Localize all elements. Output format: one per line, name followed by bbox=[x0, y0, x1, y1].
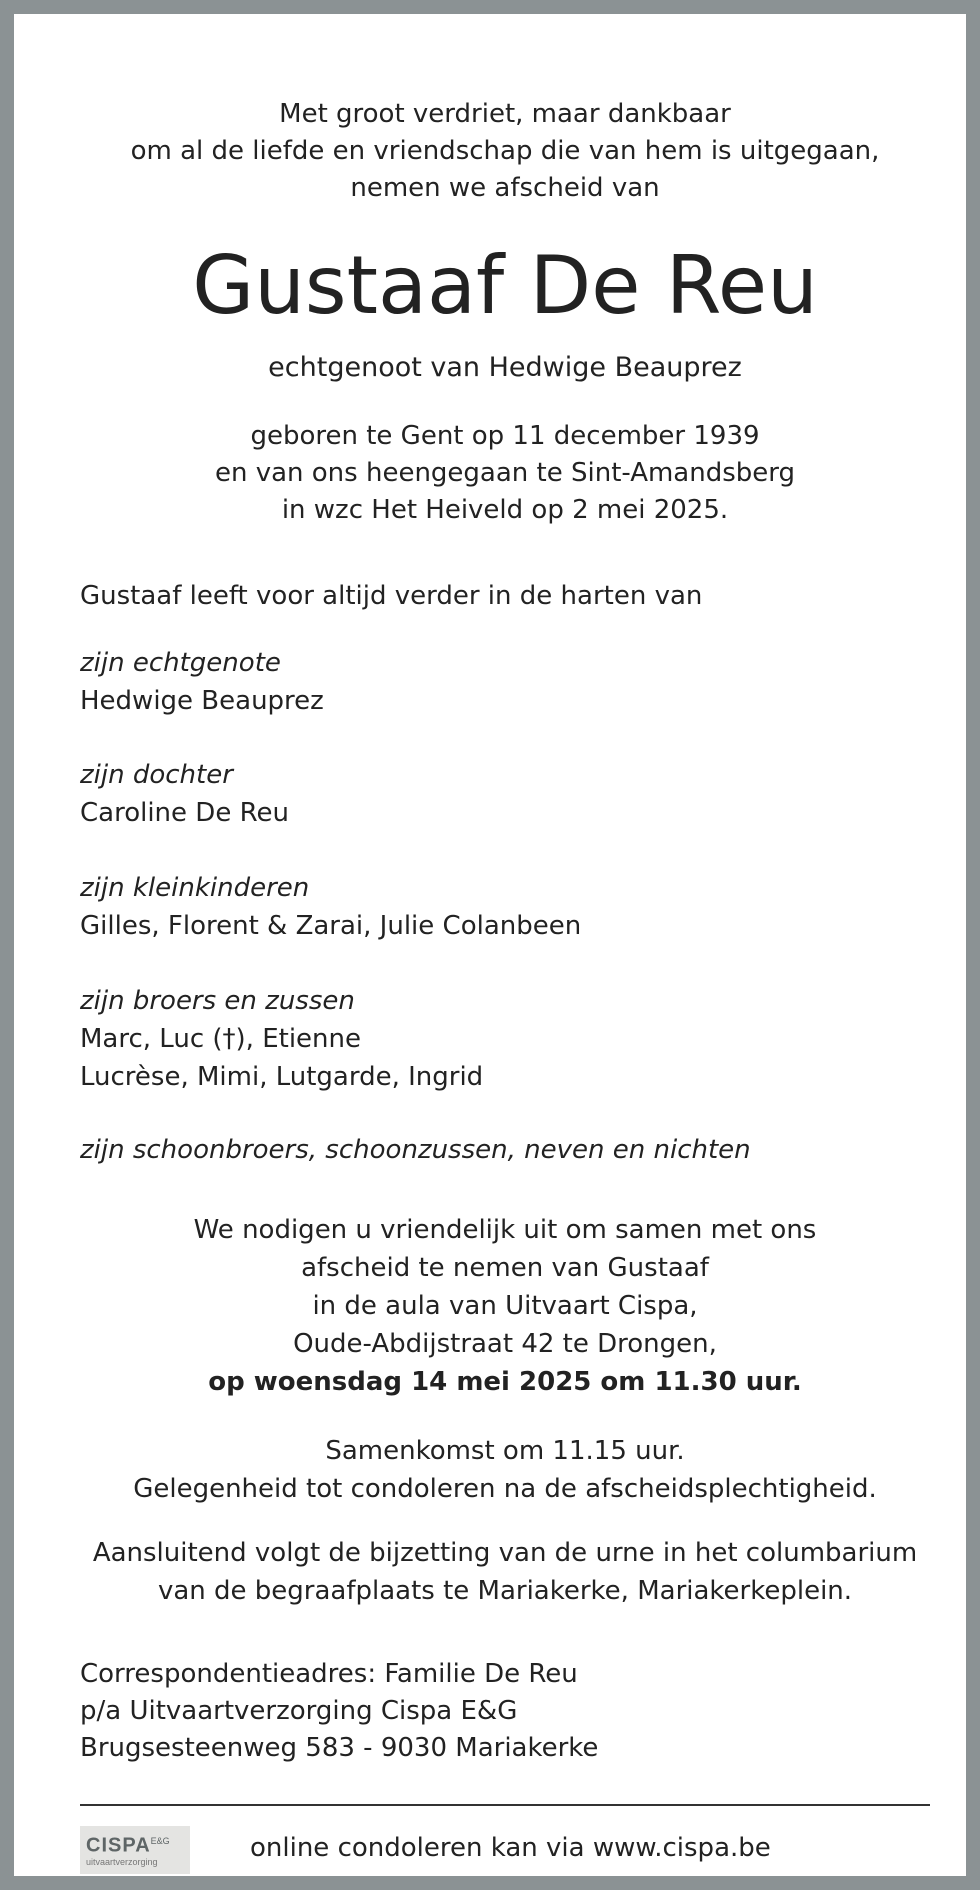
gathering-info bbox=[80, 1432, 930, 1508]
invitation-datetime: op woensdag 14 mei 2025 om 11.30 uur. bbox=[208, 1367, 802, 1397]
family-spouse-names: Hedwige Beauprez bbox=[80, 686, 324, 716]
intro-line-3: nemen we afscheid van bbox=[350, 173, 660, 203]
family-siblings-line-2: Lucrèse, Mimi, Lutgarde, Ingrid bbox=[80, 1062, 484, 1092]
life-dates bbox=[80, 418, 930, 529]
family-grandchildren-label: zijn kleinkinderen bbox=[80, 873, 310, 903]
online-condolence-link[interactable]: online condoleren kan via www.cispa.be bbox=[250, 1833, 771, 1863]
family-inlaws bbox=[80, 1131, 751, 1169]
intro-line-1: Met groot verdriet, maar dankbaar bbox=[279, 99, 731, 129]
dates-line-2: en van ons heengegaan te Sint-Amandsberg bbox=[214, 458, 796, 488]
address-line-1: Correspondentieadres: Familie De Reu bbox=[80, 1659, 578, 1689]
lives-on-text: Gustaaf leeft voor altijd verder in de harten van bbox=[80, 581, 703, 611]
burial-line-2: van de begraafplaats te Mariakerke, Mariakerkeplein. bbox=[157, 1576, 853, 1606]
burial-info bbox=[80, 1534, 930, 1610]
burial-line-1: Aansluitend volgt de bijzetting van de urne in het columbarium bbox=[92, 1538, 918, 1568]
family-daughter-names: Caroline De Reu bbox=[80, 798, 289, 828]
footer bbox=[80, 1826, 930, 1876]
family-daughter-label: zijn dochter bbox=[80, 760, 233, 790]
invitation-line-3: in de aula van Uitvaart Cispa, bbox=[312, 1291, 698, 1321]
logo-brand bbox=[86, 1830, 184, 1857]
spouse-line: echtgenoot van Hedwige Beauprez bbox=[268, 352, 742, 383]
correspondence-address bbox=[80, 1656, 598, 1767]
logo-brand-sup: E&G bbox=[150, 1836, 170, 1846]
dates-line-1: geboren te Gent op 11 december 1939 bbox=[250, 421, 760, 451]
family-siblings-label: zijn broers en zussen bbox=[80, 986, 355, 1016]
intro-text bbox=[80, 96, 930, 207]
family-spouse-label: zijn echtgenote bbox=[80, 648, 281, 678]
address-line-2: p/a Uitvaartverzorging Cispa E&G bbox=[80, 1696, 518, 1726]
cispa-logo bbox=[80, 1826, 190, 1874]
family-daughter bbox=[80, 756, 289, 832]
family-siblings-line-1: Marc, Luc (†), Etienne bbox=[80, 1024, 361, 1054]
logo-brand-text: CISPA bbox=[86, 1834, 151, 1857]
dates-line-3: in wzc Het Heiveld op 2 mei 2025. bbox=[281, 495, 729, 525]
divider bbox=[80, 1804, 930, 1806]
invitation-line-2: afscheid te nemen van Gustaaf bbox=[301, 1253, 709, 1283]
invitation bbox=[80, 1211, 930, 1401]
intro-line-2: om al de liefde en vriendschap die van hem is uitgegaan, bbox=[130, 136, 880, 166]
family-siblings bbox=[80, 982, 483, 1096]
gathering-line-1: Samenkomst om 11.15 uur. bbox=[325, 1436, 685, 1466]
invitation-line-4: Oude-Abdijstraat 42 te Drongen, bbox=[293, 1329, 717, 1359]
family-grandchildren-names: Gilles, Florent & Zarai, Julie Colanbeen bbox=[80, 911, 582, 941]
family-grandchildren bbox=[80, 869, 581, 945]
address-line-3: Brugsesteenweg 583 - 9030 Mariakerke bbox=[80, 1733, 599, 1763]
deceased-name: Gustaaf De Reu bbox=[192, 239, 818, 332]
logo-subtitle: uitvaartverzorging bbox=[86, 1856, 158, 1867]
family-spouse bbox=[80, 644, 324, 720]
gathering-line-2: Gelegenheid tot condoleren na de afscheidsplechtigheid. bbox=[133, 1474, 877, 1504]
invitation-line-1: We nodigen u vriendelijk uit om samen met ons bbox=[193, 1215, 817, 1245]
family-inlaws-label: zijn schoonbroers, schoonzussen, neven en nichten bbox=[80, 1135, 751, 1165]
